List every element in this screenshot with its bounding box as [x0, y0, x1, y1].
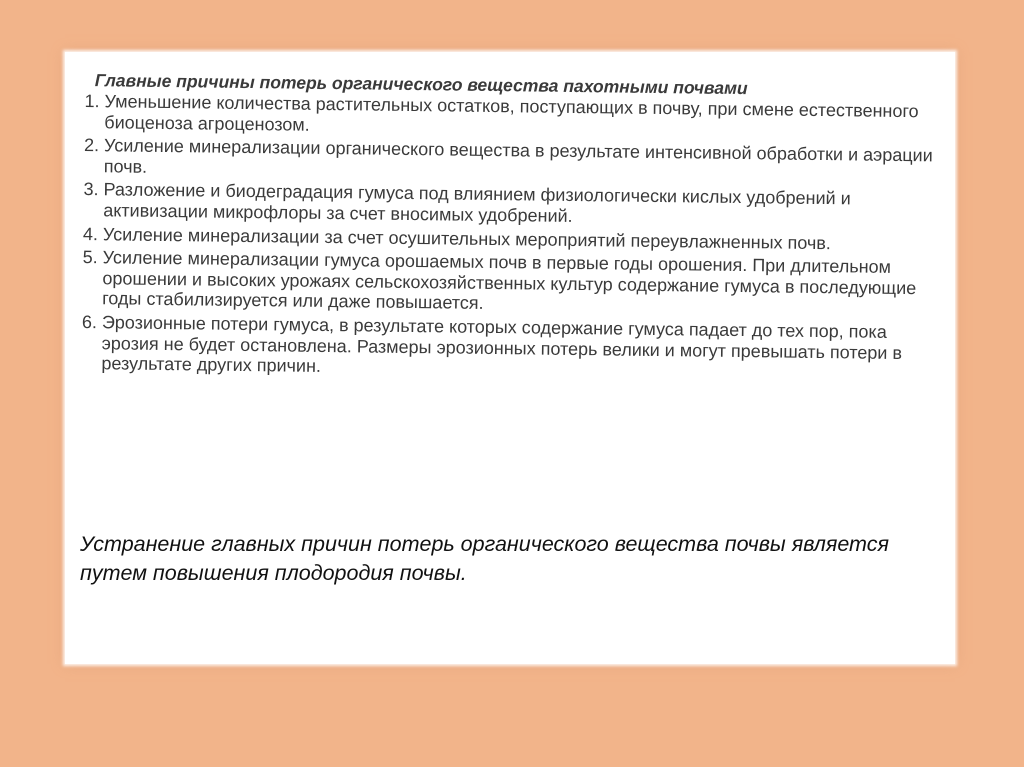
conclusion-text: Устранение главных причин потерь органического вещества почвы является путем повышения плодородия почвы. [80, 532, 889, 585]
list-item [81, 312, 932, 384]
list-item-number: 5. [82, 247, 98, 268]
slide-heading: Главные причины потерь органического вещества пахотными почвами [94, 70, 748, 99]
list-item-number: 2. [83, 135, 100, 156]
list-item-text: Усиление минерализации за счет осушительных мероприятий переувлажненных почв. [102, 223, 832, 253]
list-item-text: Усиление минерализации органического вещества в результате интенсивной обработки и аэрации почв. [103, 135, 933, 177]
scanned-text-block [81, 70, 935, 387]
list-item [82, 247, 933, 319]
list-item-number: 6. [81, 311, 98, 333]
list-item [84, 135, 934, 187]
list-item-text: Уменьшение количества растительных остатков, поступающих в почву, при смене естественного биоценоза агроценозом. [104, 91, 919, 135]
list-item-text: Усиление минерализации гумуса орошаемых почв в первые годы орошения. При длительном орошении и высоких урожаях сельскохозяйственных культур содержание гумуса в последующие годы стабилизируется или даже повышается. [102, 247, 917, 314]
causes-list [81, 91, 934, 384]
list-item-number: 3. [83, 179, 99, 200]
list-item-number: 4. [82, 223, 99, 244]
slide-card [65, 52, 955, 664]
list-item [83, 179, 933, 231]
list-item-text: Разложение и биодеградация гумуса под влиянием физиологически кислых удобрений и активизации микрофлоры за счет вносимых удобрений. [103, 179, 851, 226]
list-item-text: Эрозионные потери гумуса, в результате которых содержание гумуса падает до тех пор, пока эрозия не будет остановлена. Размеры эрозионных потерь велики и могут превышать потери в результате других причин. [101, 312, 903, 377]
list-item-number: 1. [84, 90, 100, 112]
